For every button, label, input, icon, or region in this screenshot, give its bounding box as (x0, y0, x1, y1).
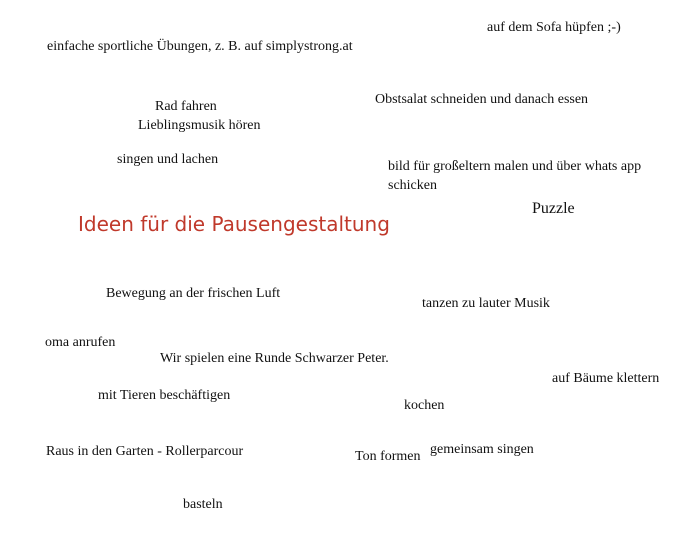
idea-note-baeume-klettern[interactable]: auf Bäume klettern (552, 371, 660, 386)
board-title: Ideen für die Pausengestaltung (78, 212, 390, 236)
idea-note-ton-formen[interactable]: Ton formen (355, 449, 421, 464)
idea-note-rad-fahren[interactable]: Rad fahren (155, 99, 217, 114)
idea-note-singen-lachen[interactable]: singen und lachen (117, 152, 219, 167)
idea-note-tanzen[interactable]: tanzen zu lauter Musik (422, 296, 550, 311)
idea-note-basteln[interactable]: basteln (183, 497, 223, 512)
idea-note-bild-malen[interactable]: bild für großeltern malen und über whats app schicken (388, 159, 642, 193)
idea-note-gemeinsam-singen[interactable]: gemeinsam singen (430, 442, 534, 457)
idea-note-lieblingsmusik[interactable]: Lieblingsmusik hören (138, 118, 261, 133)
idea-note-tiere[interactable]: mit Tieren beschäftigen (98, 388, 231, 403)
idea-note-sofa[interactable]: auf dem Sofa hüpfen ;-) (487, 20, 621, 35)
idea-note-kochen[interactable]: kochen (404, 398, 445, 413)
idea-note-bewegung[interactable]: Bewegung an der frischen Luft (106, 286, 281, 301)
idea-note-obstsalat[interactable]: Obstsalat schneiden und danach essen (375, 92, 589, 107)
idea-note-schwarzer-peter[interactable]: Wir spielen eine Runde Schwarzer Peter. (160, 351, 389, 366)
idea-note-puzzle[interactable]: Puzzle (532, 200, 575, 217)
idea-note-sport[interactable]: einfache sportliche Übungen, z. B. auf simplystrong.at (47, 39, 353, 54)
idea-note-oma-anrufen[interactable]: oma anrufen (45, 335, 116, 350)
idea-note-garten[interactable]: Raus in den Garten - Rollerparcour (46, 444, 244, 459)
